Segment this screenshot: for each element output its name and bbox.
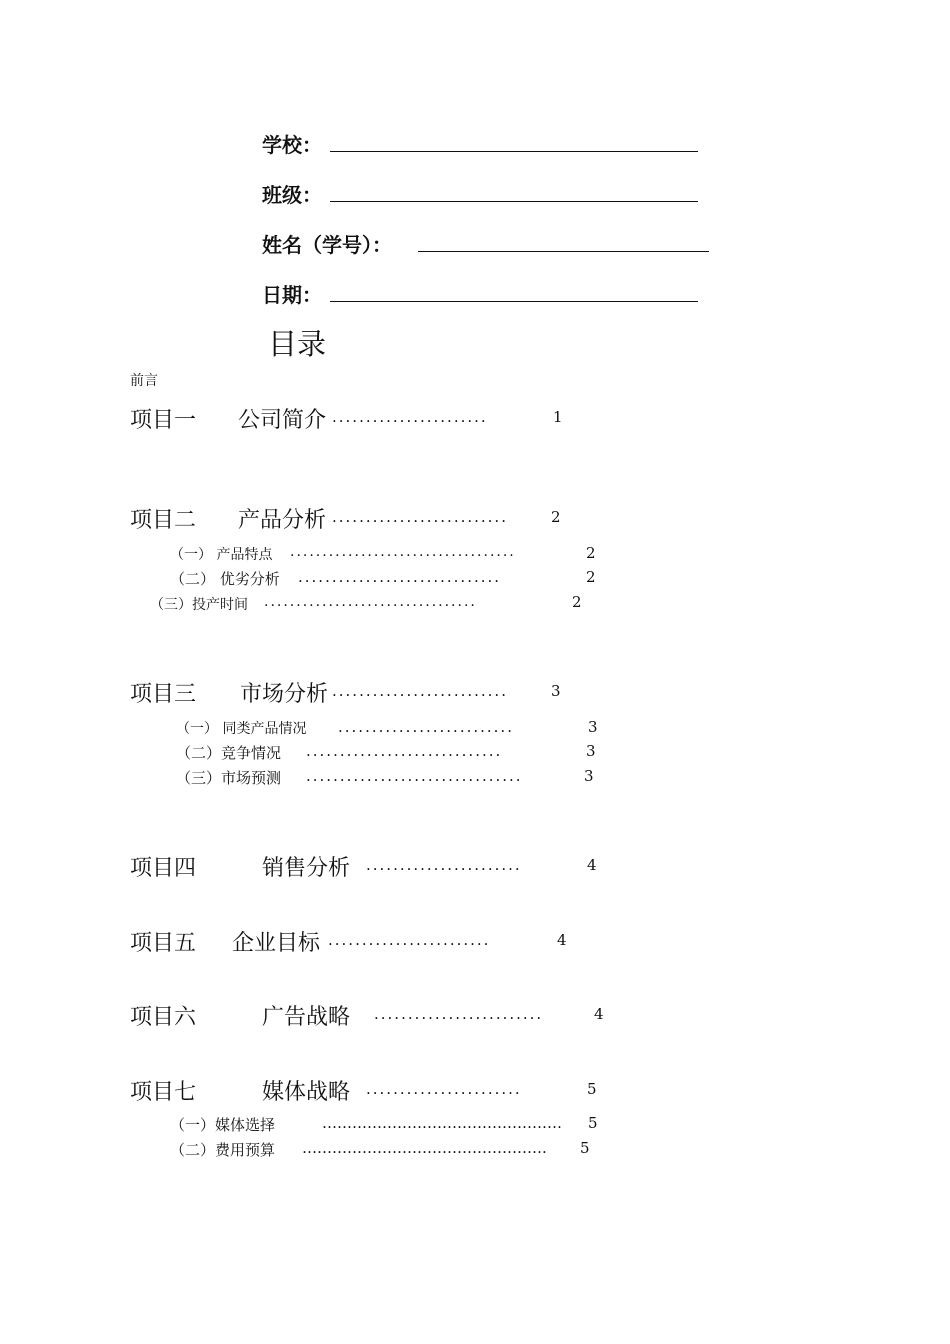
toc-leader-dots: .......................... bbox=[332, 682, 508, 700]
toc-subitem-label[interactable]: （一） 产品特点 bbox=[170, 547, 273, 563]
toc-leader-dots: ....................... bbox=[366, 856, 522, 874]
toc-item-num: 项目一 bbox=[130, 408, 197, 433]
toc-page-number: 2 bbox=[572, 593, 582, 611]
class-label: 班级： bbox=[262, 183, 322, 207]
toc-leader-dots: ....................... bbox=[332, 408, 488, 426]
toc-subitem-label[interactable]: （一）媒体选择 bbox=[170, 1116, 276, 1134]
toc-item-title[interactable]: 公司简介 bbox=[238, 408, 327, 433]
toc-item-num: 项目六 bbox=[130, 1005, 197, 1030]
toc-page-number: 2 bbox=[551, 508, 561, 526]
date-label: 日期： bbox=[262, 283, 322, 307]
toc-leader-dots: .......................... bbox=[332, 508, 508, 526]
toc-item-num: 项目四 bbox=[130, 856, 197, 881]
toc-item-title[interactable]: 企业目标 bbox=[232, 931, 321, 956]
school-label: 学校： bbox=[262, 133, 322, 157]
toc-leader-dots: ....................... bbox=[366, 1080, 522, 1098]
school-field[interactable] bbox=[330, 151, 698, 152]
toc-item-num: 项目三 bbox=[130, 682, 197, 707]
name-field[interactable] bbox=[418, 251, 709, 252]
toc-subitem-label[interactable]: （二）竞争情况 bbox=[176, 744, 282, 762]
toc-page-number: 4 bbox=[587, 856, 597, 874]
toc-item-title[interactable]: 销售分析 bbox=[262, 856, 351, 881]
toc-item-title[interactable]: 媒体战略 bbox=[262, 1080, 351, 1105]
toc-subitem-label[interactable]: （三）投产时间 bbox=[150, 597, 248, 613]
toc-leader-dots: ................................. bbox=[264, 594, 477, 610]
toc-page-number: 5 bbox=[588, 1114, 598, 1132]
toc-page-number: 3 bbox=[588, 718, 598, 736]
toc-item-num: 项目二 bbox=[130, 508, 197, 533]
toc-subitem-label[interactable]: （三）市场预测 bbox=[176, 769, 282, 787]
toc-leader-dots: ............................. bbox=[306, 742, 503, 760]
toc-page-number: 4 bbox=[557, 931, 567, 949]
toc-leader-dots: .......................... bbox=[338, 718, 514, 736]
toc-page-number: 3 bbox=[584, 767, 594, 785]
toc-page-number: 2 bbox=[586, 544, 596, 562]
toc-page-number: 1 bbox=[553, 408, 563, 426]
toc-leader-dots: ………………………………………… bbox=[322, 1114, 562, 1132]
toc-subitem-label[interactable]: （一） 同类产品情况 bbox=[176, 721, 307, 737]
toc-item-title[interactable]: 市场分析 bbox=[240, 682, 329, 707]
toc-leader-dots: ................................ bbox=[306, 767, 523, 785]
toc-leader-dots: …………………………………………. bbox=[302, 1139, 547, 1157]
toc-page-number: 5 bbox=[587, 1080, 597, 1098]
toc-leader-dots: ........................ bbox=[328, 931, 491, 949]
toc-preface: 前言 bbox=[130, 373, 158, 389]
toc-page-number: 4 bbox=[594, 1005, 604, 1023]
toc-leader-dots: ................................... bbox=[290, 544, 516, 560]
toc-item-title[interactable]: 广告战略 bbox=[262, 1005, 351, 1030]
toc-leader-dots: ......................... bbox=[374, 1005, 544, 1023]
toc-page-number: 3 bbox=[551, 682, 561, 700]
toc-subitem-label[interactable]: （二）费用预算 bbox=[170, 1141, 276, 1159]
class-field[interactable] bbox=[330, 201, 698, 202]
toc-item-num: 项目七 bbox=[130, 1080, 197, 1105]
toc-title: 目录 bbox=[268, 327, 327, 361]
toc-page-number: 5 bbox=[580, 1139, 590, 1157]
name-label: 姓名（学号）： bbox=[262, 233, 392, 257]
toc-item-num: 项目五 bbox=[130, 931, 197, 956]
toc-page-number: 3 bbox=[586, 742, 596, 760]
toc-page-number: 2 bbox=[586, 568, 596, 586]
date-field[interactable] bbox=[330, 301, 698, 302]
toc-leader-dots: .............................. bbox=[298, 568, 502, 586]
toc-subitem-label[interactable]: （二） 优劣分析 bbox=[170, 570, 280, 588]
toc-item-title[interactable]: 产品分析 bbox=[238, 508, 327, 533]
